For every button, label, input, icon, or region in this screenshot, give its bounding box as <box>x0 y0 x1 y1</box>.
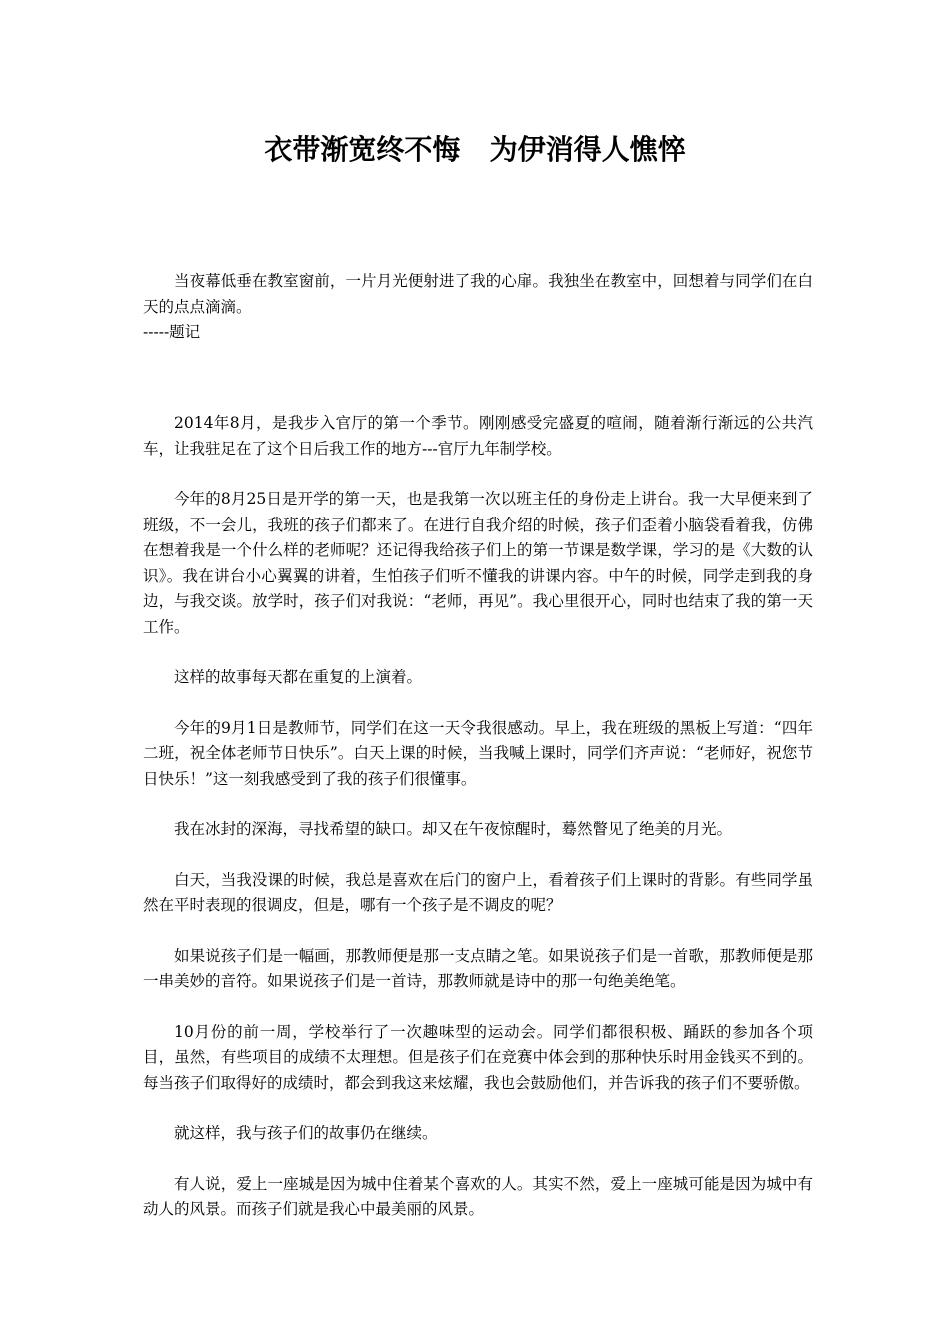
page-title: 衣带渐宽终不悔 为伊消得人憔悴 <box>264 133 686 166</box>
paragraph: 白天，当我没课的时候，我总是喜欢在后门的窗户上，看着孩子们上课时的背影。有些同学虽然在平时表现的很调皮，但是，哪有一个孩子是不调皮的呢？ <box>143 870 813 914</box>
paragraph: 就这样，我与孩子们的故事仍在继续。 <box>174 1124 438 1142</box>
paragraph: 10月份的前一周，学校举行了一次趣味型的运动会。同学们都很积极、踊跃的参加各个项目，虽然，有些项目的成绩不太理想。但是孩子们在竞赛中体会到的那种快乐时用金钱买不到的。每当孩子们取得好的成绩时，都会到我这来炫耀，我也会鼓励他们，并告诉我的孩子们不要骄傲。 <box>143 1022 813 1092</box>
paragraph: 如果说孩子们是一幅画，那教师便是那一支点睛之笔。如果说孩子们是一首歌，那教师便是那一串美妙的音符。如果说孩子们是一首诗，那教师就是诗中的那一句绝美绝笔。 <box>143 946 813 990</box>
article-body <box>143 411 813 1248</box>
paragraph: 今年的8月25日是开学的第一天，也是我第一次以班主任的身份走上讲台。我一大早便来到了班级，不一会儿，我班的孩子们都来了。在进行自我介绍的时候，孩子们歪着小脑袋看着我，仿佛在想着我是一个什么样的老师呢？还记得我给孩子们上的第一节课是数学课，学习的是《大数的认识》。我在讲台小心翼翼的讲着，生怕孩子们听不懂我的讲课内容。中午的时候，同学走到我的身边，与我交谈。放学时，孩子们对我说：“老师，再见”。我心里很开心，同时也结束了我的第一天工作。 <box>143 490 813 636</box>
epigraph-signoff: -----题记 <box>143 323 201 341</box>
epigraph-text: 当夜幕低垂在教室窗前，一片月光便射进了我的心扉。我独坐在教室中，回想着与同学们在白天的点点滴滴。 <box>143 272 813 316</box>
paragraph: 这样的故事每天都在重复的上演着。 <box>174 668 423 686</box>
paragraph: 我在冰封的深海，寻找希望的缺口。却又在午夜惊醒时，蓦然瞥见了绝美的月光。 <box>174 820 733 838</box>
paragraph: 2014年8月，是我步入官厅的第一个季节。刚刚感受完盛夏的喧闹，随着渐行渐远的公共汽车，让我驻足在了这个日后我工作的地方---官厅九年制学校。 <box>143 414 813 458</box>
paragraph: 有人说，爱上一座城是因为城中住着某个喜欢的人。其实不然，爱上一座城可能是因为城中有动人的风景。而孩子们就是我心中最美丽的风景。 <box>143 1174 813 1218</box>
epigraph <box>143 269 813 346</box>
paragraph: 今年的9月1日是教师节，同学们在这一天令我很感动。早上，我在班级的黑板上写道：“四年二班，祝全体老师节日快乐”。白天上课的时候，当我喊上课时，同学们齐声说：“老师好，祝您节日快乐！”这一刻我感受到了我的孩子们很懂事。 <box>143 718 813 788</box>
